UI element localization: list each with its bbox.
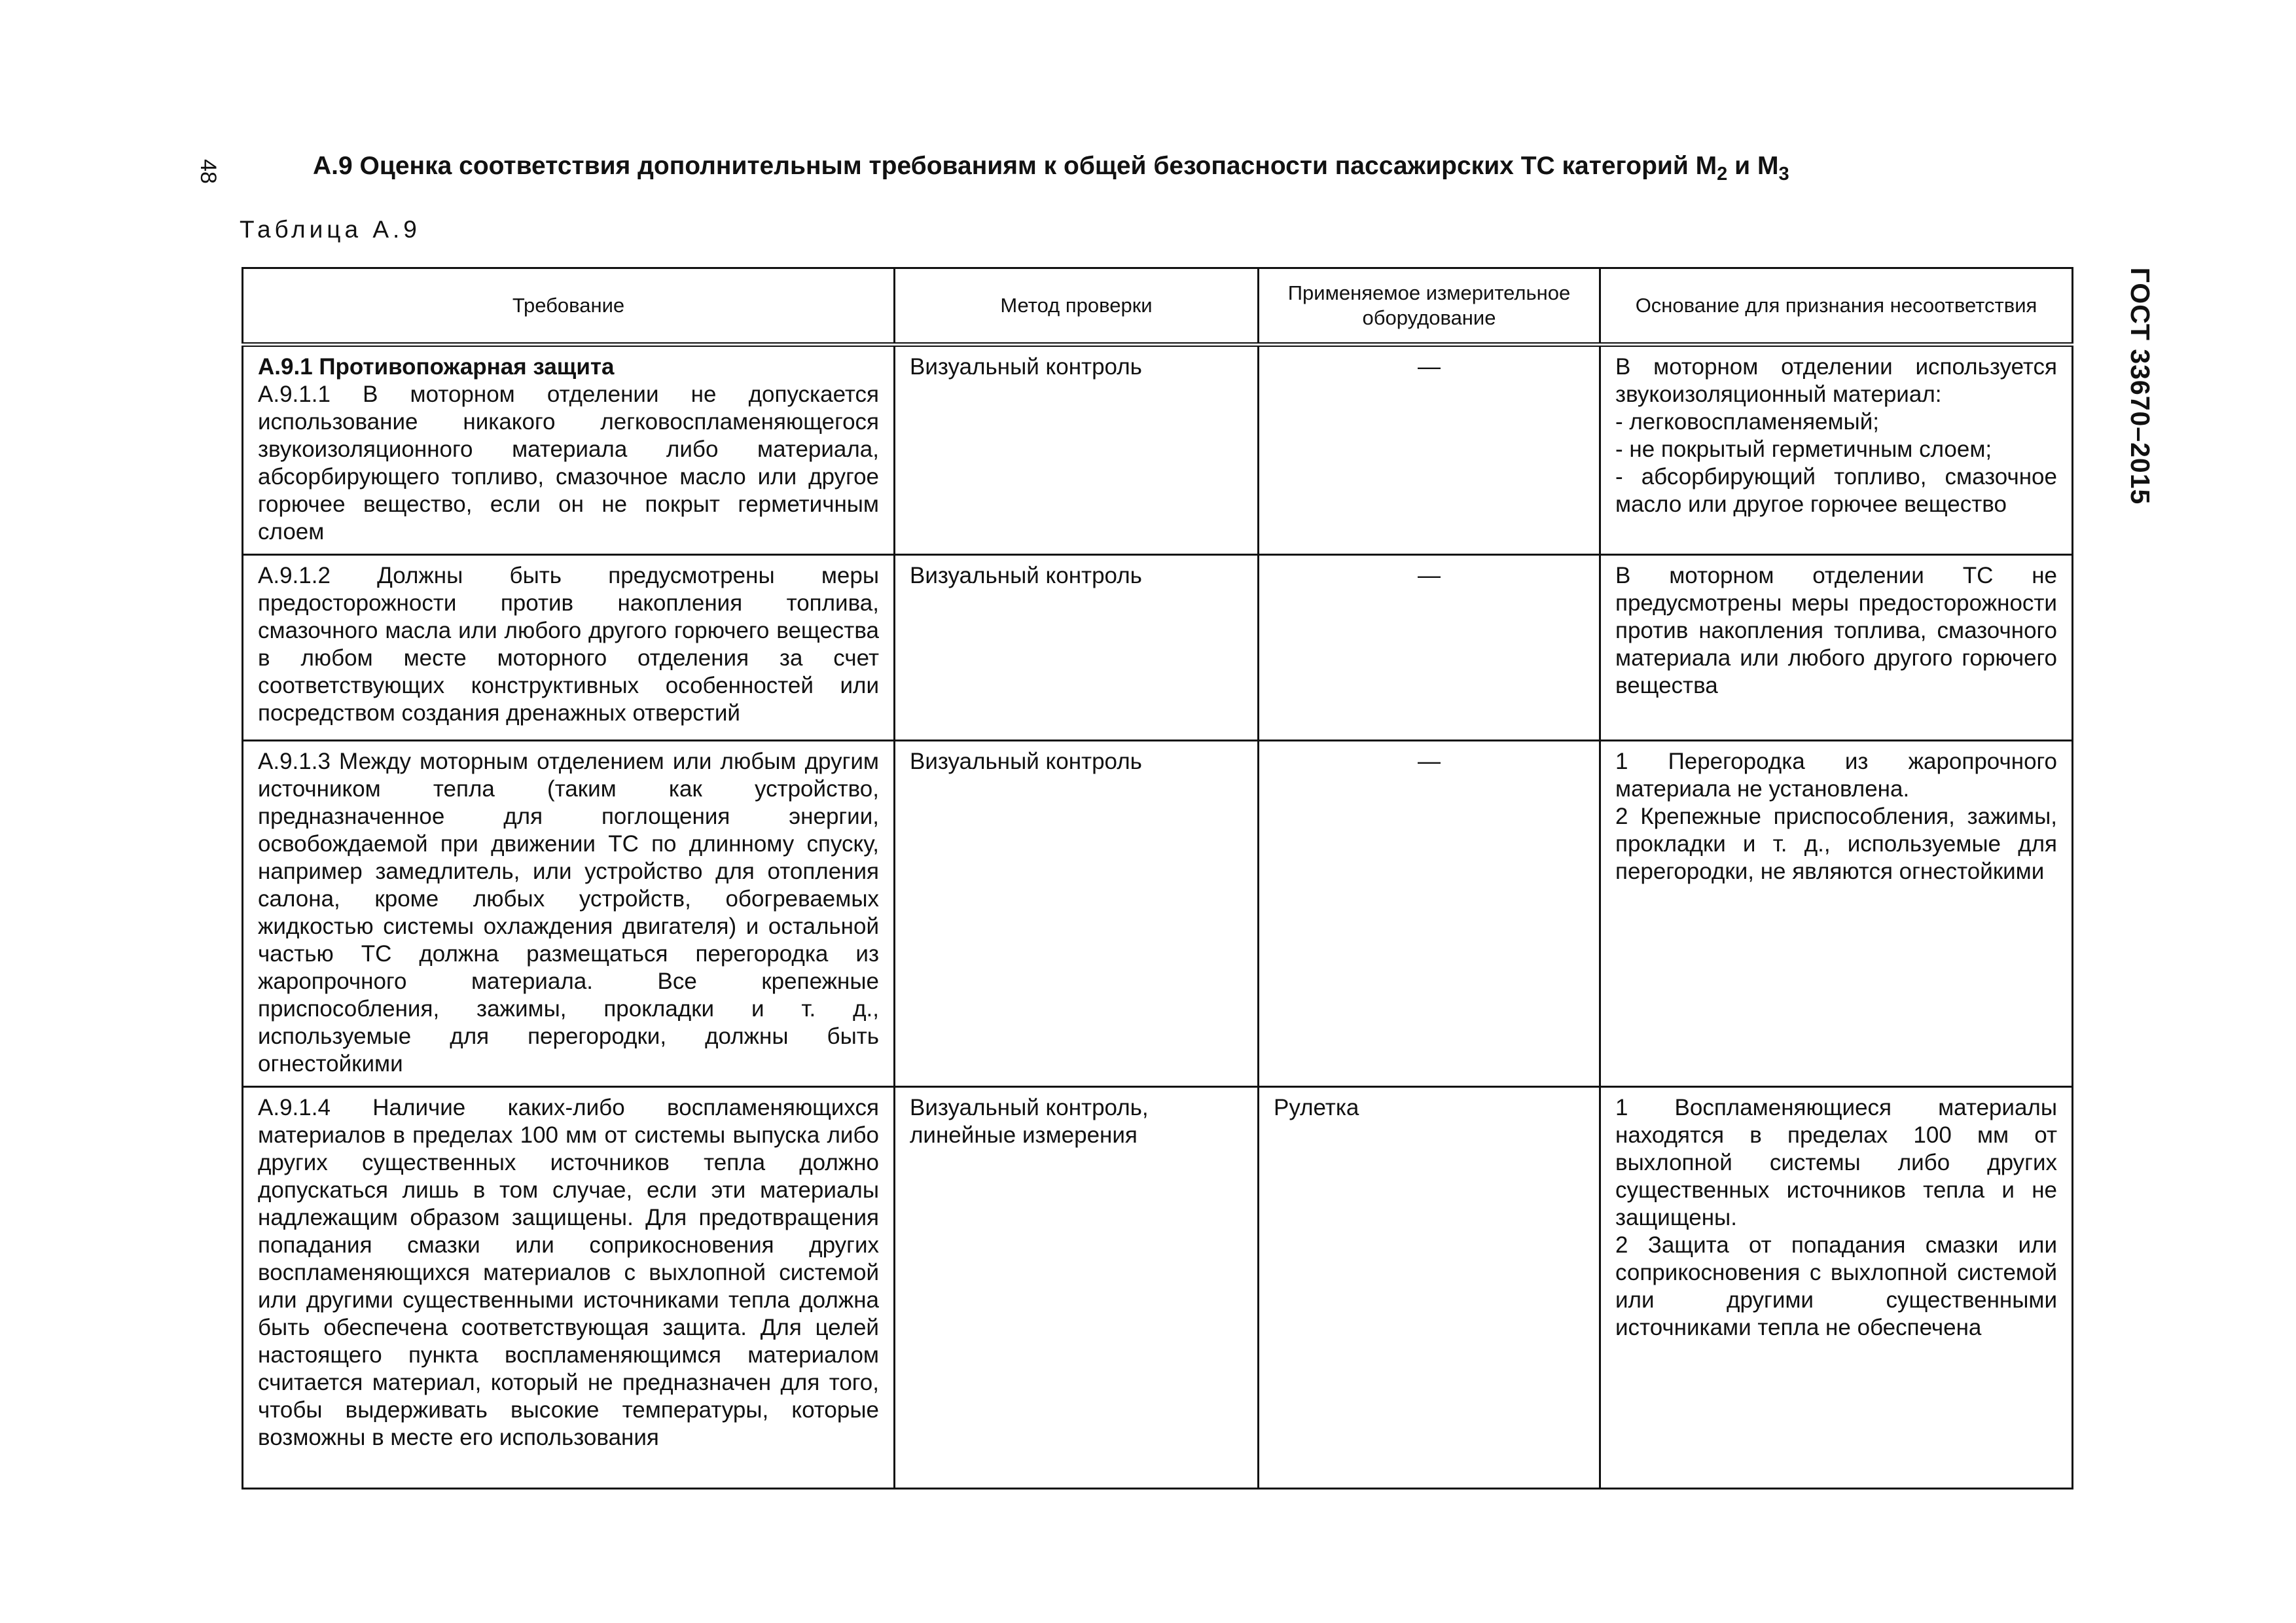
requirement-text: А.9.1.1 В моторном отделении не допускается использование никакого легковоспламеняющегося звукоизоляционного материала либо материала, абсорбирующего топливо, смазочное масло или другое горючее вещество, если он не покрыт герметичным слоем <box>258 382 879 544</box>
subsection-title: А.9.1 Противопожарная защита <box>258 354 615 380</box>
basis-cell <box>1600 741 2073 1087</box>
method-cell: Визуальный контроль, линейные измерения <box>895 1087 1259 1489</box>
basis-line: В моторном отделении используется звукоизоляционный материал: <box>1615 354 2057 407</box>
basis-line: 1 Перегородка из жаропрочного материала не установлена. <box>1615 749 2057 802</box>
category-subscript-m3: 3 <box>1778 164 1789 185</box>
basis-line: В моторном отделении ТС не предусмотрены меры предосторожности против накопления топлива, смазочного материала или любого другого горючего вещества <box>1615 563 2057 698</box>
requirement-cell <box>243 741 895 1087</box>
requirements-table <box>242 267 2073 1489</box>
column-header-equipment: Применяемое измерительное оборудование <box>1259 268 1600 345</box>
page-number: 48 <box>196 159 221 184</box>
requirement-cell <box>243 1087 895 1489</box>
method-cell: Визуальный контроль <box>895 555 1259 741</box>
section-heading <box>313 152 1789 185</box>
table-row <box>243 1087 2073 1489</box>
table-row <box>243 555 2073 741</box>
section-heading-and: и М <box>1727 152 1779 180</box>
method-cell: Визуальный контроль <box>895 741 1259 1087</box>
requirement-text: А.9.1.4 Наличие каких-либо воспламеняющихся материалов в пределах 100 мм от системы выпуска либо других существенных источников тепла должно допускаться лишь в том случае, если эти материалы надлежащим образом защищены. Для предотвращения попадания смазки или соприкосновения других воспламеняющихся материалов с выхлопной системой или другими существенными источниками тепла должна быть обеспечена соответствующая защита. Для целей настоящего пункта воспламеняющимся материалом считается материал, который не предназначен для того, чтобы выдерживать высокие температуры, которые возможны в месте его использования <box>258 1095 879 1450</box>
table-row <box>243 741 2073 1087</box>
table-caption: Таблица А.9 <box>240 216 421 243</box>
column-header-method: Метод проверки <box>895 268 1259 345</box>
basis-line: - легковоспламеняемый; <box>1615 409 1879 435</box>
equipment-cell: — <box>1259 345 1600 555</box>
category-subscript-m2: 2 <box>1717 164 1728 185</box>
basis-line: 2 Крепежные приспособления, зажимы, прокладки и т. д., используемые для перегородки, не являются огнестойкими <box>1615 804 2057 884</box>
section-heading-text: А.9 Оценка соответствия дополнительным требованиям к общей безопасности пассажирских ТС категорий М <box>313 152 1717 180</box>
basis-line: 2 Защита от попадания смазки или соприкосновения с выхлопной системой или другими существенными источниками тепла не обеспечена <box>1615 1232 2057 1340</box>
table-row <box>243 345 2073 555</box>
equipment-cell: — <box>1259 741 1600 1087</box>
document-code: ГОСТ 33670–2015 <box>2125 267 2156 505</box>
basis-cell <box>1600 345 2073 555</box>
basis-cell <box>1600 1087 2073 1489</box>
requirement-text: А.9.1.2 Должны быть предусмотрены меры предосторожности против накопления топлива, смазочного масла или любого другого горючего вещества в любом месте моторного отделения за счет соответствующих конструктивных особенностей или посредством создания дренажных отверстий <box>258 563 879 726</box>
equipment-cell: — <box>1259 555 1600 741</box>
basis-cell <box>1600 555 2073 741</box>
basis-line: 1 Воспламеняющиеся материалы находятся в пределах 100 мм от выхлопной системы либо других существенных источников тепла и не защищены. <box>1615 1095 2057 1230</box>
requirement-text: А.9.1.3 Между моторным отделением или любым другим источником тепла (таким как устройство, предназначенное для поглощения энергии, освобождаемой при движении ТС по длинному спуску, например замедлитель, или устройство для отопления салона, кроме любых устройств, обогреваемых жидкостью системы охлаждения двигателя) и остальной частью ТС должна размещаться перегородка из жаропрочного материала. Все крепежные приспособления, зажимы, прокладки и т. д., используемые для перегородки, должны быть огнестойкими <box>258 749 879 1077</box>
column-header-requirement: Требование <box>243 268 895 345</box>
equipment-cell: Рулетка <box>1259 1087 1600 1489</box>
requirement-cell <box>243 345 895 555</box>
basis-line: - не покрытый герметичным слоем; <box>1615 437 1992 462</box>
basis-line: - абсорбирующий топливо, смазочное масло или другое горючее вещество <box>1615 464 2057 517</box>
method-cell: Визуальный контроль <box>895 345 1259 555</box>
column-header-basis: Основание для признания несоответствия <box>1600 268 2073 345</box>
requirement-cell <box>243 555 895 741</box>
table-header-row <box>243 268 2073 345</box>
